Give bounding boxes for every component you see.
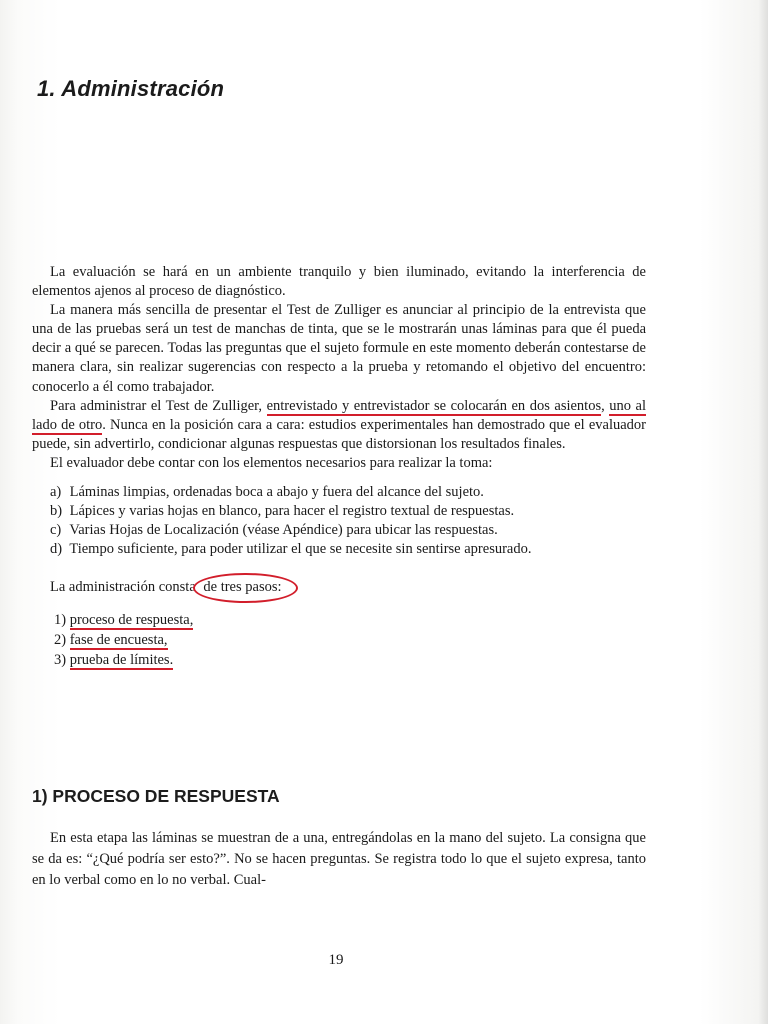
item-label: d) — [50, 541, 63, 558]
paragraph-1: La evaluación se hará en un ambiente tranquilo y bien iluminado, evitando la interferencia de elementos ajenos al proceso de diagnóstico. — [32, 264, 646, 300]
section-text-block — [32, 828, 646, 891]
steps-intro — [32, 578, 646, 597]
chapter-title: 1. Administración — [37, 76, 225, 101]
list-item — [32, 483, 646, 502]
steps-intro-text: La administración consta — [50, 579, 200, 596]
section-heading: 1) PROCESO DE RESPUESTA — [32, 786, 280, 806]
item-label: a) — [50, 484, 62, 501]
underlined-side-by-side: uno al lado de otro — [32, 397, 646, 433]
materials-list — [32, 483, 646, 559]
list-item — [32, 521, 646, 540]
section-paragraph: En esta etapa las láminas se muestran de a una, entregándolas en la mano del sujeto. La consigna que se da es: “¿Qué podría ser esto?”. No se hacen preguntas. Se registra todo lo que el sujeto expresa, tanto en lo verbal como en lo no verbal. Cual- — [32, 830, 646, 888]
paragraph-3-comma: , — [601, 397, 610, 414]
paragraph-4: El evaluador debe contar con los elementos necesarios para realizar la toma: — [50, 454, 493, 471]
step-text: fase de encuesta, — [69, 631, 168, 648]
item-text: Tiempo suficiente, para poder utilizar el que se necesite sin sentirse apresurado. — [69, 541, 532, 558]
step-number: 2) — [54, 631, 67, 648]
item-text: Varias Hojas de Localización (véase Apéndice) para ubicar las respuestas. — [69, 522, 498, 539]
list-item — [32, 502, 646, 521]
paragraph-2: La manera más sencilla de presentar el Test de Zulliger es anunciar al principio de la entrevista que una de las pruebas será un test de manchas de tinta, que se le mostrarán unas láminas para que él pueda decir a qué se parecen. Todas las preguntas que el sujeto formule en este momento deberán contestarse de manera clara, sin realizar sugerencias con respecto a la prueba y retomando el objetivo del encuentro: conocerlo a él como trabajador. — [32, 302, 646, 395]
list-item — [32, 650, 646, 670]
paragraph-3 — [32, 397, 646, 454]
list-item — [32, 630, 646, 650]
step-text: proceso de respuesta, — [69, 611, 194, 628]
item-text: Lápices y varias hojas en blanco, para hacer el registro textual de respuestas. — [69, 503, 515, 520]
step-text: prueba de límites. — [69, 651, 174, 668]
steps-list — [32, 610, 646, 670]
paragraph-3-pre: Para administrar el Test de Zulliger, — [50, 397, 267, 414]
paragraph-3-post: . Nunca en la posición cara a cara: estudios experimentales han demostrado que el evaluador puede, sin advertirlo, condicionar algunas respuestas que distorsionan los resultados finales. — [32, 416, 646, 452]
underlined-seating: entrevistado y entrevistador se colocarán en dos asientos — [266, 397, 602, 414]
step-number: 1) — [54, 611, 67, 628]
item-text: Láminas limpias, ordenadas boca a abajo y fuera del alcance del sujeto. — [69, 484, 484, 501]
item-label: c) — [50, 522, 62, 539]
page-edge-shadow — [758, 0, 768, 1024]
circled-three-steps: de tres pasos: — [193, 573, 297, 603]
item-label: b) — [50, 503, 63, 520]
step-number: 3) — [54, 651, 67, 668]
list-item — [32, 610, 646, 630]
page-number: 19 — [328, 952, 344, 968]
main-text — [32, 263, 646, 670]
list-item — [32, 540, 646, 559]
